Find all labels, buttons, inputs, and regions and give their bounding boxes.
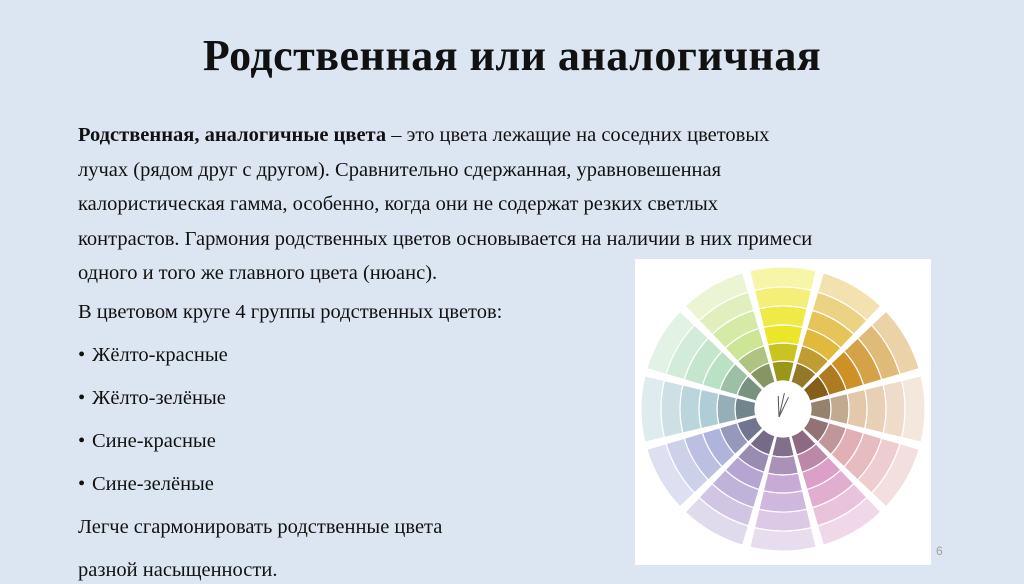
- page-number: 6: [936, 544, 943, 558]
- bullet-icon: •: [78, 387, 86, 409]
- wheel-cell: [661, 381, 683, 438]
- wheel-cell: [763, 473, 802, 493]
- closing-line-1: Легче сгармонировать родственные цвета: [78, 516, 443, 538]
- group-label: Сине-зелёные: [92, 473, 214, 495]
- color-wheel-image: [635, 259, 931, 565]
- wheel-cell: [763, 325, 802, 345]
- group-label: Жёлто-зелёные: [92, 387, 226, 409]
- intro-text-line-5: одного и того же главного цвета (нюанс).: [78, 262, 438, 284]
- wheel-cell: [847, 389, 867, 428]
- wheel-cell: [755, 287, 812, 309]
- wheel-cell: [759, 306, 807, 327]
- wheel-cell: [865, 385, 886, 433]
- wheel-cell: [768, 456, 799, 475]
- wheel-cell: [772, 361, 794, 382]
- intro-term: Родственная, аналогичные цвета: [78, 124, 387, 146]
- group-label: Жёлто-красные: [92, 344, 228, 366]
- bullet-icon: •: [78, 344, 86, 366]
- wheel-cell: [699, 389, 719, 428]
- wheel-cell: [759, 491, 807, 512]
- group-item-yellow-red: [78, 341, 228, 369]
- wheel-cell: [830, 394, 849, 425]
- group-label: Сине-красные: [92, 430, 216, 452]
- wheel-cell: [902, 376, 925, 442]
- slide-title: Родственная или аналогичная: [202, 31, 822, 80]
- wheel-cell: [755, 509, 812, 531]
- intro-text-line-3: калористическая гамма, особенно, когда они не содержат резких светлых: [78, 193, 718, 215]
- wheel-cell: [750, 528, 816, 551]
- wheel-cell: [768, 343, 799, 362]
- wheel-cell: [641, 376, 664, 442]
- color-wheel-graphic: [635, 259, 931, 565]
- wheel-cell: [883, 381, 905, 438]
- intro-text-line-4: контрастов. Гармония родственных цветов основывается на наличии в них примеси: [78, 227, 813, 250]
- wheel-cell: [750, 267, 816, 290]
- wheel-cell: [810, 398, 831, 420]
- wheel-cell: [717, 394, 736, 425]
- wheel-cell: [772, 436, 794, 457]
- group-item-yellow-green: [78, 384, 226, 412]
- bullet-icon: •: [78, 473, 86, 495]
- intro-text-line-2: лучах (рядом друг с другом). Сравнительно сдержанная, уравновешенная: [78, 158, 722, 181]
- wheel-cell: [680, 385, 701, 433]
- groups-intro: В цветовом круге 4 группы родственных цветов:: [78, 301, 503, 323]
- intro-text-line-1: – это цвета лежащие на соседних цветовых: [386, 124, 770, 146]
- group-item-blue-green: [78, 470, 214, 498]
- group-item-blue-red: [78, 427, 216, 455]
- closing-line-2: разной насыщенности.: [78, 559, 278, 581]
- bullet-icon: •: [78, 430, 86, 452]
- wheel-cell: [735, 398, 756, 420]
